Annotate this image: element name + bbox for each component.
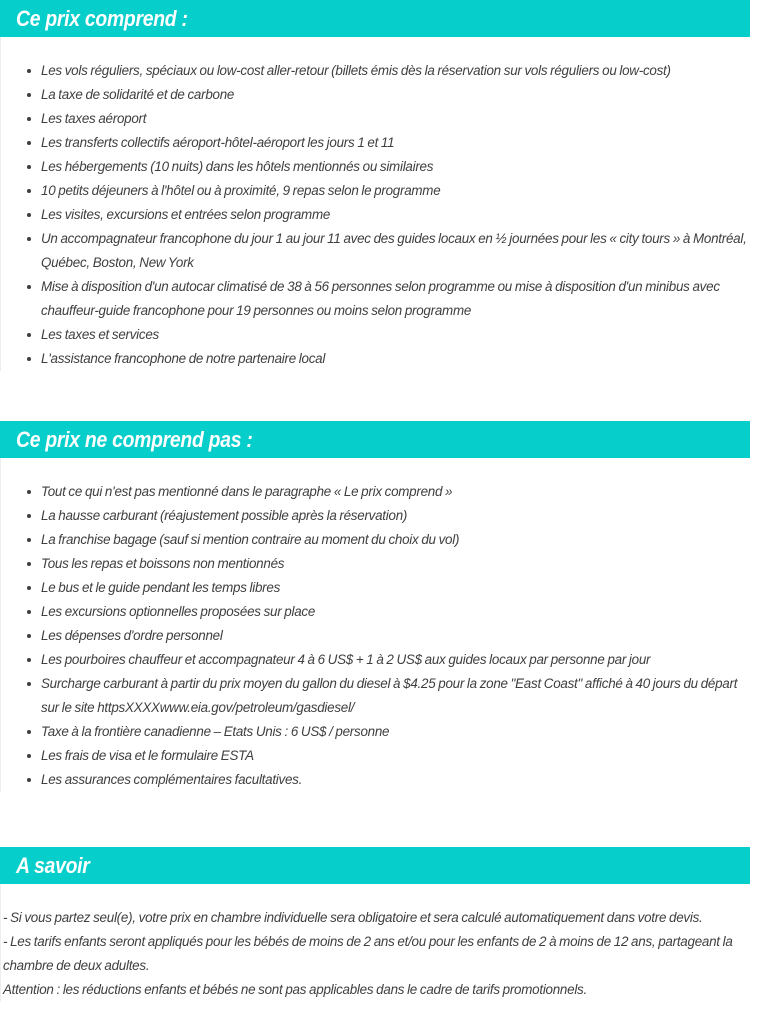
section-body-included [0, 37, 758, 371]
list-item: Les frais de visa et le formulaire ESTA [1, 744, 757, 768]
paragraph: Attention : les réductions enfants et bébés ne sont pas applicables dans le cadre de tarifs promotionnels. [3, 982, 587, 997]
section-body-good-to-know [0, 884, 758, 1002]
list-item: Surcharge carburant à partir du prix moyen du gallon du diesel à $4.25 pour la zone "East Coast" affiché à 40 jours du départ sur le site httpsXXXXwww.eia.gov/petroleum/gasdiesel/ [1, 672, 757, 720]
list-item: Le bus et le guide pendant les temps libres [1, 576, 757, 600]
good-to-know-paragraphs [1, 906, 757, 1002]
list-item: Les taxes et services [1, 323, 757, 347]
list-item: La hausse carburant (réajustement possible après la réservation) [1, 504, 757, 528]
section-header-included [0, 0, 750, 37]
spacer-top-not-included [1, 458, 757, 480]
section-gap-2 [0, 792, 758, 847]
section-title-good-to-know: A savoir [16, 852, 90, 878]
list-item: 10 petits déjeuners à l'hôtel ou à proximité, 9 repas selon le programme [1, 179, 757, 203]
section-title-included: Ce prix comprend : [16, 5, 188, 31]
spacer-top-good-to-know [1, 884, 757, 906]
list-item: Les hébergements (10 nuits) dans les hôtels mentionnés ou similaires [1, 155, 757, 179]
spacer-top-included [1, 37, 757, 59]
list-item: Les transferts collectifs aéroport-hôtel-aéroport les jours 1 et 11 [1, 131, 757, 155]
list-item: La taxe de solidarité et de carbone [1, 83, 757, 107]
paragraph: - Les tarifs enfants seront appliqués pour les bébés de moins de 2 ans et/ou pour les enfants de 2 à moins de 12 ans, partageant la chambre de deux adultes. [3, 934, 733, 973]
list-item: Taxe à la frontière canadienne – Etats Unis : 6 US$ / personne [1, 720, 757, 744]
list-item: Les assurances complémentaires facultatives. [1, 768, 757, 792]
list-item: La franchise bagage (sauf si mention contraire au moment du choix du vol) [1, 528, 757, 552]
list-item: Les pourboires chauffeur et accompagnateur 4 à 6 US$ + 1 à 2 US$ aux guides locaux par personne par jour [1, 648, 757, 672]
included-list [1, 59, 757, 371]
list-item: Les vols réguliers, spéciaux ou low-cost aller-retour (billets émis dès la réservation sur vols réguliers ou low-cost) [1, 59, 757, 83]
list-item: Les excursions optionnelles proposées sur place [1, 600, 757, 624]
list-item: Un accompagnateur francophone du jour 1 au jour 11 avec des guides locaux en ½ journées pour les « city tours » à Montréal, Québec, Boston, New York [1, 227, 757, 275]
section-header-good-to-know [0, 847, 750, 884]
section-gap-1 [0, 371, 758, 421]
section-body-not-included [0, 458, 758, 792]
section-header-not-included [0, 421, 750, 458]
list-item: Les dépenses d'ordre personnel [1, 624, 757, 648]
list-item: Les visites, excursions et entrées selon programme [1, 203, 757, 227]
list-item: Tous les repas et boissons non mentionnés [1, 552, 757, 576]
list-item: L'assistance francophone de notre partenaire local [1, 347, 757, 371]
list-item: Les taxes aéroport [1, 107, 757, 131]
list-item: Tout ce qui n'est pas mentionné dans le paragraphe « Le prix comprend » [1, 480, 757, 504]
paragraph: - Si vous partez seul(e), votre prix en chambre individuelle sera obligatoire et sera calculé automatiquement dans votre devis. [3, 910, 703, 925]
section-title-not-included: Ce prix ne comprend pas : [16, 426, 253, 452]
list-item: Mise à disposition d'un autocar climatisé de 38 à 56 personnes selon programme ou mise à disposition d'un minibus avec chauffeur-guide francophone pour 19 personnes ou moins selon programme [1, 275, 757, 323]
not-included-list [1, 480, 757, 792]
